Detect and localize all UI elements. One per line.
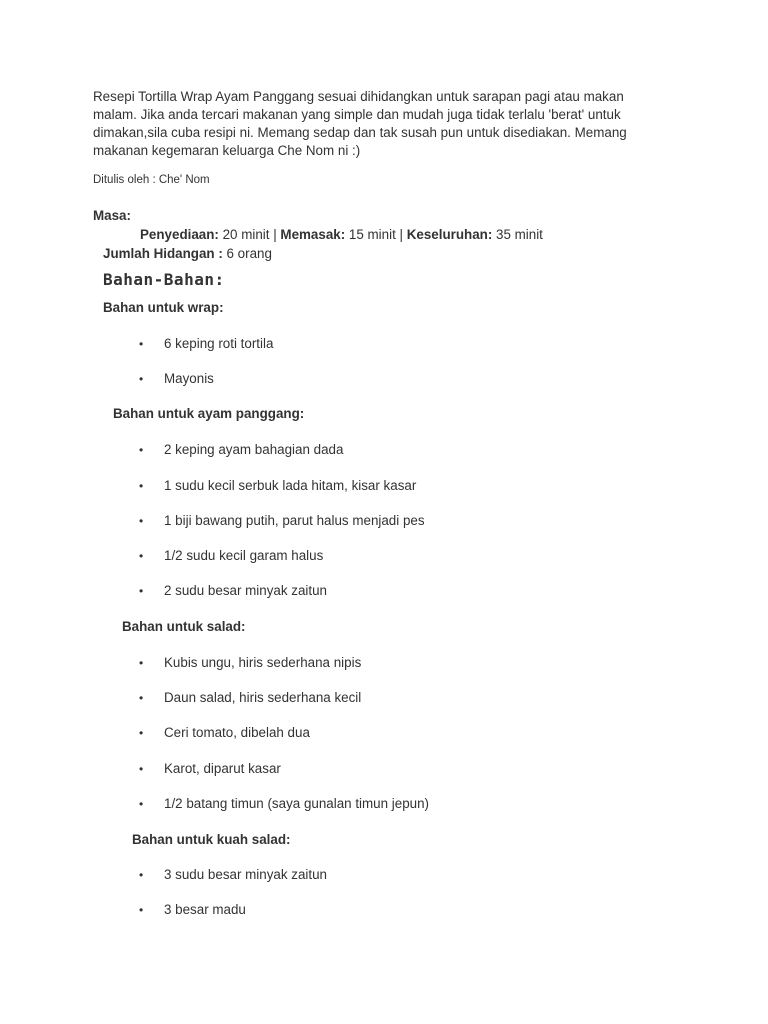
list-item [139, 901, 246, 919]
bullet-icon: • [139, 868, 144, 882]
ingredient-group-title: Bahan untuk wrap: [103, 300, 224, 315]
list-item-text: Karot, diparut kasar [164, 761, 281, 776]
bullet-icon: • [139, 372, 144, 386]
list-item-text: 6 keping roti tortila [164, 336, 274, 351]
list-item [139, 689, 361, 707]
list-item [139, 582, 327, 600]
list-item [139, 795, 429, 813]
bullet-icon: • [139, 584, 144, 598]
list-item [139, 866, 327, 884]
bullet-icon: • [139, 479, 144, 493]
list-item [139, 724, 310, 742]
bullet-icon: • [139, 762, 144, 776]
servings-value: 6 orang [222, 246, 272, 261]
ingredient-group-title: Bahan untuk ayam panggang: [113, 406, 305, 421]
list-item-text: Ceri tomato, dibelah dua [164, 725, 310, 740]
list-item-text: Daun salad, hiris sederhana kecil [164, 690, 362, 705]
bullet-icon: • [139, 691, 144, 705]
list-item [139, 477, 416, 495]
cook-time-label: Memasak: [280, 227, 346, 242]
list-item [139, 760, 281, 778]
bullet-icon: • [139, 443, 144, 457]
ingredients-heading: Bahan-Bahan: [103, 270, 225, 289]
bullet-icon: • [139, 549, 144, 563]
list-item [139, 441, 343, 459]
bullet-icon: • [139, 726, 144, 740]
list-item-text: 1 biji bawang putih, parut halus menjadi pes [164, 513, 425, 528]
list-item-text: Kubis ungu, hiris sederhana nipis [164, 655, 362, 670]
bullet-icon: • [139, 656, 144, 670]
bullet-icon: • [139, 337, 144, 351]
time-label: Masa: [93, 208, 131, 223]
ingredient-group-title: Bahan untuk kuah salad: [132, 832, 291, 847]
list-item-text: 1/2 sudu kecil garam halus [164, 548, 324, 563]
list-item-text: 1/2 batang timun (saya gunalan timun jepun) [164, 796, 430, 811]
servings [103, 245, 272, 263]
author-byline: Ditulis oleh : Che' Nom [93, 174, 210, 186]
total-time-value: 35 minit [492, 227, 543, 242]
prep-time-label: Penyediaan: [140, 227, 219, 242]
time-details [140, 226, 543, 244]
list-item-text: 2 sudu besar minyak zaitun [164, 583, 328, 598]
list-item-text: 2 keping ayam bahagian dada [164, 442, 344, 457]
cook-time-value: 15 minit | [345, 227, 407, 242]
list-item-text: Mayonis [164, 371, 214, 386]
bullet-icon: • [139, 797, 144, 811]
list-item [139, 547, 323, 565]
list-item-text: 1 sudu kecil serbuk lada hitam, kisar kasar [164, 478, 417, 493]
list-item-text: 3 sudu besar minyak zaitun [164, 867, 328, 882]
list-item [139, 370, 214, 388]
bullet-icon: • [139, 903, 144, 917]
bullet-icon: • [139, 514, 144, 528]
ingredient-group-title: Bahan untuk salad: [122, 619, 246, 634]
recipe-intro: Resepi Tortilla Wrap Ayam Panggang sesuai dihidangkan untuk sarapan pagi atau makan malam. Jika anda tercari makanan yang simple dan mudah juga tidak terlalu 'berat' untuk dimakan,sila cuba resipi ni. Memang sedap dan tak susah pun untuk disediakan. Memang makanan kegemaran keluarga Che Nom ni :) [93, 89, 627, 158]
list-item-text: 3 besar madu [164, 902, 246, 917]
total-time-label: Keseluruhan: [406, 227, 493, 242]
list-item [139, 335, 273, 353]
servings-label: Jumlah Hidangan : [103, 246, 223, 261]
list-item [139, 512, 425, 530]
prep-time-value: 20 minit | [218, 227, 281, 242]
list-item [139, 654, 361, 672]
